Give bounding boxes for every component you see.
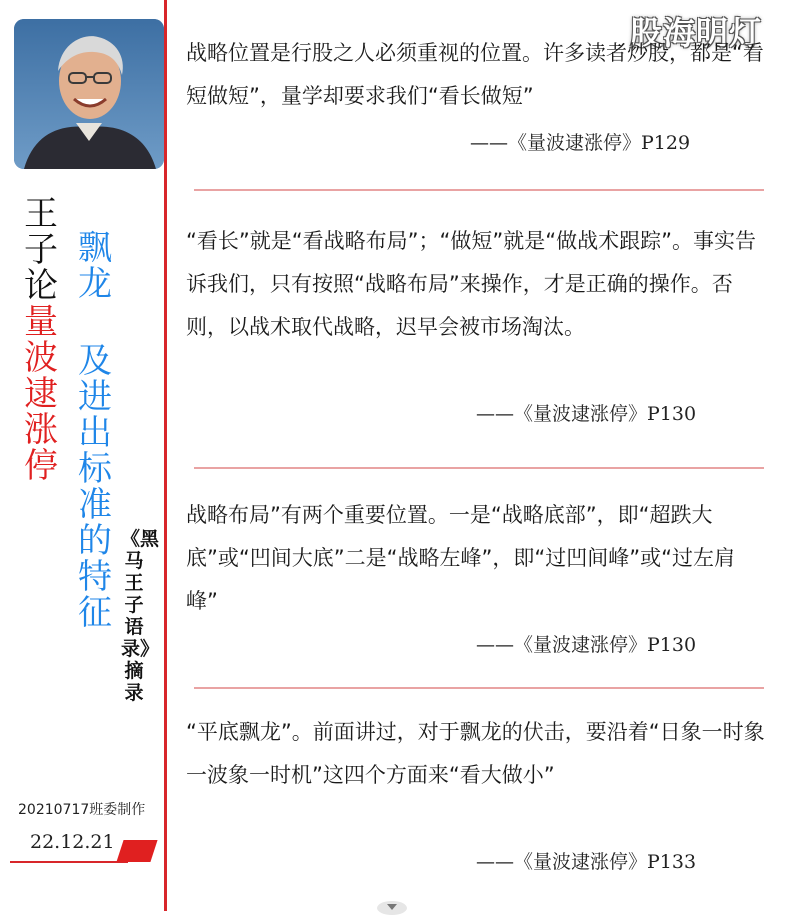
sidebar-subtitle-criteria: 及进出标准的特征 — [78, 341, 112, 633]
date-underline — [10, 861, 128, 863]
sidebar-divider — [164, 0, 167, 911]
sidebar-source: 《黑马王子语录》摘录 — [121, 528, 160, 704]
watermark: 股海明灯 — [630, 14, 763, 52]
divider-2 — [194, 467, 764, 469]
sidebar — [0, 0, 164, 911]
chevron-down-icon — [387, 904, 397, 910]
divider-1 — [194, 189, 764, 191]
sidebar-date: 22.12.21 — [30, 831, 115, 853]
quote-text-2: “看长”就是“看战略布局”；“做短”就是“做战术跟踪”。事实告诉我们，只有按照“战略布局”来操作，才是正确的操作。否则，以战术取代战略，迟早会被市场淘汰。 — [186, 229, 757, 339]
quote-text-1: 战略位置是行股之人必须重视的位置。许多读者炒股，都是“看短做短”，量学却要求我们“看长做短” — [186, 41, 764, 108]
divider-3 — [194, 687, 764, 689]
quote-cite-4: ——《量波逮涨停》P133 — [476, 851, 697, 873]
author-photo — [14, 19, 164, 169]
quote-cite-2: ——《量波逮涨停》P130 — [476, 403, 697, 425]
quote-text-3: 战略布局”有两个重要位置。一是“战略底部”，即“超跌大底”或“凹间大底”二是“战略左峰”，即“过凹间峰”或“过左肩峰” — [186, 503, 736, 613]
sidebar-title-red: 量波逮涨停 — [24, 302, 58, 486]
date-red-flag — [116, 840, 157, 862]
quote-text-4: “平底飘龙”。前面讲过，对于飘龙的伏击，要沿着“日象一时象一波象一时机”这四个方面来“看大做小” — [186, 720, 765, 787]
sidebar-title-black: 王子论 — [24, 194, 58, 306]
quote-cite-1: ——《量波逮涨停》P129 — [470, 132, 691, 154]
quote-cite-3: ——《量波逮涨停》P130 — [476, 634, 697, 656]
scroll-down-button[interactable] — [377, 901, 407, 915]
sidebar-subtitle-piaolong: 飘龙 — [78, 228, 112, 304]
sidebar-credit: 20210717班委制作 — [18, 802, 146, 818]
